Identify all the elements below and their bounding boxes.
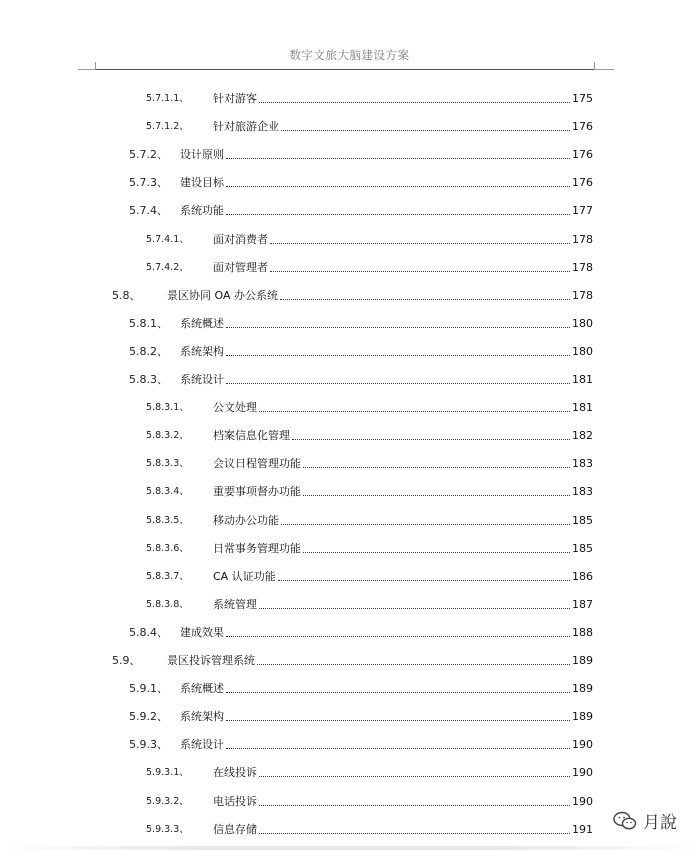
toc-entry-number: 5.8.3.4、 [146, 486, 189, 498]
page-bottom-edge [0, 846, 699, 850]
page-header-title: 数字文旅大脑建设方案 [289, 48, 410, 62]
toc-entry-page-number: 181 [572, 373, 593, 386]
toc-entry-page-number: 185 [572, 513, 593, 527]
toc-entry-page-number: 187 [572, 597, 593, 611]
toc-entry-title: CA 认证功能 [213, 569, 276, 583]
toc-dot-leader [280, 299, 570, 300]
toc-entry[interactable] [146, 90, 593, 106]
toc-entry[interactable] [146, 118, 593, 134]
toc-entry-page-number: 175 [572, 92, 593, 105]
toc-dot-leader [226, 748, 570, 749]
toc-entry[interactable] [146, 259, 593, 275]
toc-dot-leader [226, 636, 570, 637]
toc-dot-leader [278, 580, 570, 581]
toc-entry-page-number: 181 [572, 401, 593, 415]
toc-dot-leader [226, 355, 570, 356]
toc-entry-title: 设计原则 [180, 148, 224, 162]
toc-dot-leader [259, 102, 570, 103]
watermark-text: 月說 [643, 813, 677, 833]
toc-entry-page-number: 182 [572, 429, 593, 443]
toc-entry-number: 5.8.3.8、 [146, 598, 189, 610]
toc-entry-title: 电话投诉 [213, 794, 257, 808]
toc-entry-number: 5.8.3.5、 [146, 514, 189, 526]
toc-entry-title: 在线投诉 [213, 766, 257, 780]
toc-entry-number: 5.8.4、 [129, 625, 168, 639]
toc-dot-leader [226, 692, 570, 693]
toc-entry-title: 针对游客 [213, 92, 257, 105]
toc-entry-number: 5.9.3.1、 [146, 767, 189, 779]
toc-entry-page-number: 180 [572, 316, 593, 330]
toc-entry-page-number: 183 [572, 485, 593, 499]
toc-entry-number: 5.7.4.1、 [146, 233, 189, 245]
toc-entry[interactable] [129, 146, 593, 162]
toc-entry-page-number: 189 [572, 710, 593, 724]
toc-entry-page-number: 190 [572, 738, 593, 752]
toc-entry[interactable] [146, 793, 593, 809]
toc-entry-number: 5.8.3.6、 [146, 542, 189, 554]
toc-dot-leader [226, 383, 570, 384]
toc-entry-number: 5.8.1、 [129, 316, 168, 330]
toc-entry-page-number: 178 [572, 232, 593, 246]
toc-entry-title: 面对消费者 [213, 232, 268, 246]
toc-entry[interactable] [146, 821, 593, 837]
toc-dot-leader [292, 439, 570, 440]
toc-entry-page-number: 180 [572, 344, 593, 358]
watermark [613, 808, 677, 833]
toc-entry[interactable] [112, 287, 593, 303]
toc-dot-leader [226, 158, 570, 159]
toc-entry-title: 系统功能 [180, 204, 224, 218]
toc-entry[interactable] [112, 652, 593, 668]
toc-entry-number: 5.8.3.2、 [146, 430, 189, 442]
toc-entry[interactable] [146, 483, 593, 499]
toc-entry-title: 系统管理 [213, 597, 257, 611]
toc-entry-title: 建成效果 [180, 625, 224, 639]
toc-entry[interactable] [146, 764, 593, 780]
toc-entry-title: 系统设计 [180, 373, 224, 386]
toc-entry-number: 5.7.1.1、 [146, 93, 189, 104]
toc-entry-page-number: 186 [572, 569, 593, 583]
toc-entry-page-number: 189 [572, 682, 593, 696]
toc-entry-title: 建设目标 [180, 176, 224, 190]
toc-entry-number: 5.8.3、 [129, 373, 168, 386]
toc-entry-number: 5.8.3.7、 [146, 570, 189, 582]
toc-entry[interactable] [146, 596, 593, 612]
toc-entry-page-number: 189 [572, 654, 593, 667]
toc-entry[interactable] [129, 736, 593, 752]
toc-entry[interactable] [129, 624, 593, 640]
toc-entry-number: 5.9.1、 [129, 682, 168, 696]
toc-entry-page-number: 190 [572, 766, 593, 780]
toc-entry-page-number: 176 [572, 176, 593, 190]
toc-entry[interactable] [146, 399, 593, 415]
toc-entry-page-number: 191 [572, 822, 593, 836]
toc-entry-page-number: 176 [572, 120, 593, 134]
toc-entry[interactable] [146, 231, 593, 247]
toc-dot-leader [281, 130, 570, 131]
toc-dot-leader [259, 805, 570, 806]
toc-entry[interactable] [129, 680, 593, 696]
toc-entry[interactable] [129, 708, 593, 724]
toc-dot-leader [303, 467, 570, 468]
toc-entry-number: 5.7.4.2、 [146, 261, 189, 273]
toc-entry-number: 5.9.3、 [129, 738, 168, 752]
toc-entry-title: 针对旅游企业 [213, 120, 279, 134]
toc-entry-page-number: 178 [572, 288, 593, 302]
toc-entry-title: 系统架构 [180, 344, 224, 358]
toc-entry-number: 5.7.3、 [129, 176, 168, 190]
toc-entry-number: 5.8.3.1、 [146, 402, 189, 414]
toc-entry-title: 日常事务管理功能 [213, 541, 301, 555]
toc-entry-number: 5.9、 [112, 654, 141, 667]
toc-entry[interactable] [129, 174, 593, 190]
toc-entry-page-number: 190 [572, 794, 593, 808]
toc-entry-number: 5.8、 [112, 288, 141, 302]
toc-dot-leader [281, 524, 570, 525]
wechat-icon [613, 811, 637, 831]
toc-entry-page-number: 176 [572, 148, 593, 162]
toc-dot-leader [259, 833, 570, 834]
toc-entry-title: 景区协同 OA 办公系统 [167, 288, 278, 302]
toc-entry-title: 景区投诉管理系统 [167, 654, 255, 667]
toc-entry[interactable] [146, 427, 593, 443]
toc-dot-leader [303, 552, 570, 553]
toc-entry[interactable] [146, 455, 593, 471]
toc-entry-number: 5.9.3.3、 [146, 823, 189, 835]
toc-entry[interactable] [129, 315, 593, 331]
toc-entry-number: 5.9.3.2、 [146, 795, 189, 807]
toc-entry[interactable] [129, 343, 593, 359]
toc-entry-title: 系统架构 [180, 710, 224, 724]
toc-entry-title: 移动办公功能 [213, 513, 279, 527]
toc-entry-title: 信息存储 [213, 822, 257, 836]
toc-entry-title: 系统设计 [180, 738, 224, 752]
toc-dot-leader [226, 720, 570, 721]
toc-dot-leader [270, 243, 570, 244]
toc-entry[interactable] [129, 371, 593, 387]
toc-dot-leader [259, 776, 570, 777]
toc-dot-leader [259, 411, 570, 412]
toc-entry-page-number: 177 [572, 204, 593, 218]
toc-entry-number: 5.7.1.2、 [146, 121, 189, 133]
toc-entry-number: 5.9.2、 [129, 710, 168, 724]
toc-entry[interactable] [146, 540, 593, 556]
toc-entry-title: 重要事项督办功能 [213, 485, 301, 499]
toc-dot-leader [257, 664, 570, 665]
toc-entry-title: 会议日程管理功能 [213, 457, 301, 471]
toc-dot-leader [259, 608, 570, 609]
toc-entry-title: 面对管理者 [213, 260, 268, 274]
toc-entry-number: 5.8.2、 [129, 344, 168, 358]
toc-entry-title: 系统概述 [180, 316, 224, 330]
toc-dot-leader [226, 327, 570, 328]
toc-entry[interactable] [129, 202, 593, 218]
toc-entry-page-number: 188 [572, 625, 593, 639]
toc-entry-number: 5.8.3.3、 [146, 458, 189, 470]
toc-entry-page-number: 185 [572, 541, 593, 555]
toc-entry[interactable] [146, 568, 593, 584]
toc-entry-title: 系统概述 [180, 682, 224, 696]
toc-entry-page-number: 183 [572, 457, 593, 471]
toc-entry[interactable] [146, 512, 593, 528]
toc-dot-leader [270, 271, 570, 272]
toc-entry-page-number: 178 [572, 260, 593, 274]
toc-entry-title: 公文处理 [213, 401, 257, 415]
toc-dot-leader [226, 186, 570, 187]
toc-dot-leader [303, 495, 570, 496]
toc-entry-title: 档案信息化管理 [213, 429, 290, 443]
toc-dot-leader [226, 214, 570, 215]
toc-entry-number: 5.7.4、 [129, 204, 168, 218]
toc-entry-number: 5.7.2、 [129, 148, 168, 162]
